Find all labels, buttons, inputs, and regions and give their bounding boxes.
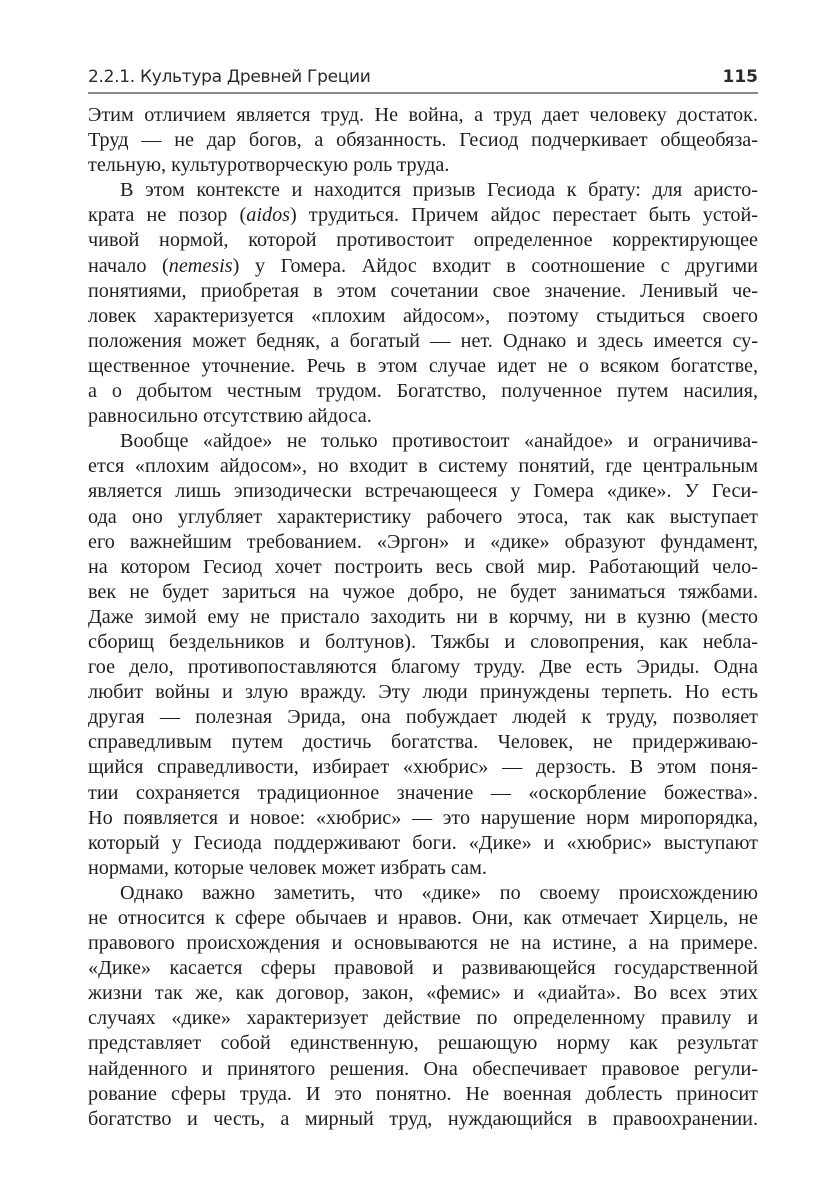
- text-line: равносильно отсутствию айдоса.: [88, 405, 372, 428]
- text-line: ловек характеризуется «плохим айдосом», поэтому стыдиться своего: [88, 304, 758, 327]
- text-line: «Дике» касается сферы правовой и развивающейся государственной: [88, 957, 758, 980]
- text-line: другая — полезная Эрида, она побуждает людей к труду, позволяет: [88, 706, 758, 729]
- text-line: является лишь эпизодически встречающееся у Гомера «дике». У Геси-: [88, 480, 758, 503]
- text-line: гое дело, противопоставляются благому труду. Две есть Эриды. Одна: [88, 656, 758, 679]
- text-line: Но появляется и новое: «хюбрис» — это нарушение норм миропорядка,: [88, 806, 758, 829]
- text-line: Однако важно заметить, что «дике» по своему происхождению: [120, 881, 758, 904]
- paragraph: [88, 429, 758, 881]
- text-segment: ) трудиться. Причем айдос перестает быть устой-: [290, 204, 759, 227]
- text-line: положения может бедняк, а богатый — нет. Однако и здесь имеется су-: [88, 329, 758, 352]
- text-line: тии сохраняется традиционное значение — «оскорбление божества».: [88, 781, 758, 804]
- text-line: справедливым путем достичь богатства. Человек, не придерживаю-: [88, 731, 758, 754]
- text-line: нормами, которые человек может избрать сам.: [88, 856, 487, 879]
- text-line: Даже зимой ему не пристало заходить ни в корчму, ни в кузню (место: [88, 605, 758, 628]
- text-line: век не будет зариться на чужое добро, не будет заниматься тяжбами.: [88, 580, 758, 603]
- text-line: ется «плохим айдосом», но входит в систему понятий, где центральным: [88, 455, 758, 478]
- text-line: случаях «дике» характеризует действие по определенному правилу и: [88, 1007, 758, 1030]
- text-line: Этим отличием является труд. Не война, а труд дает человеку достаток.: [88, 104, 758, 126]
- body-text: [88, 103, 758, 1132]
- text-line: который у Гесиода поддерживают боги. «Дике» и «хюбрис» выступают: [88, 831, 758, 854]
- text-line: сборищ бездельников и болтунов). Тяжбы и словопрения, как неблa-: [88, 630, 758, 653]
- text-line: [88, 254, 758, 279]
- text-line: Труд — не дар богов, а обязанность. Гесиод подчеркивает общеобяза-: [88, 129, 758, 152]
- italic-term: aidos: [246, 204, 291, 227]
- text-line: щественное уточнение. Речь в этом случае идет не о всяком богатстве,: [88, 354, 758, 377]
- text-line: правового происхождения и основываются не на истине, а на примере.: [88, 932, 758, 955]
- text-line: а о добытом честным трудом. Богатство, полученное путем насилия,: [88, 380, 758, 403]
- text-line: его важнейшим требованием. «Эргон» и «дике» образуют фундамент,: [88, 530, 758, 553]
- text-segment: начало (: [88, 254, 169, 277]
- italic-term: nemesis: [168, 254, 233, 277]
- text-line: представляет собой единственную, решающую норму как результат: [88, 1032, 758, 1055]
- text-line: богатство и честь, а мирный труд, нуждающийся в правоохранении.: [88, 1107, 758, 1130]
- text-line: Вообще «айдое» не только противостоит «анайдое» и ограничива-: [120, 430, 758, 453]
- text-line: тельную, культуротворческую роль труда.: [88, 154, 450, 177]
- text-segment: ) у Гомера. Айдос входит в соотношение с другими: [232, 254, 758, 277]
- paragraph: [88, 178, 758, 429]
- text-line: рование сферы труда. И это понятно. Не военная доблесть приносит: [88, 1082, 758, 1105]
- text-line: жизни так же, как договор, закон, «фемис» и «диайта». Во всех этих: [88, 982, 758, 1005]
- text-line: чивой нормой, которой противостоит определенное корректирующее: [88, 229, 758, 252]
- text-line: щийся справедливости, избирает «хюбрис» — дерзость. В этом поня-: [88, 756, 758, 779]
- paragraph: [88, 103, 758, 178]
- text-line: не относится к сфере обычаев и нравов. Они, как отмечает Хирцель, не: [88, 907, 758, 929]
- paragraph: [88, 881, 758, 1132]
- text-line: найденного и принятого решения. Она обеспечивает правовое регули-: [88, 1057, 758, 1080]
- text-line: ода оно углубляет характеристику рабочего этоса, так как выступает: [88, 505, 758, 528]
- page-number: 115: [722, 67, 758, 87]
- text-line: [88, 203, 758, 228]
- text-segment: крата не позор (: [88, 204, 247, 227]
- chapter-title: 2.2.1. Культура Древней Греции: [88, 67, 371, 87]
- running-header: [88, 64, 758, 94]
- text-line: любит войны и злую вражду. Эту люди принуждены терпеть. Но есть: [88, 681, 758, 704]
- text-line: В этом контексте и находится призыв Гесиода к брату: для аристо-: [120, 179, 758, 202]
- text-line: на котором Гесиод хочет построить весь свой мир. Работающий чело-: [88, 555, 758, 578]
- text-line: понятиями, приобретая в этом сочетании свое значение. Ленивый че-: [88, 279, 758, 302]
